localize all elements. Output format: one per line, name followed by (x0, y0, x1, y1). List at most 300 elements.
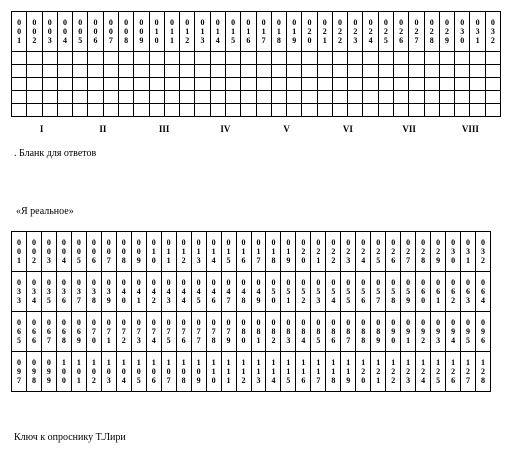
answer-cell[interactable] (256, 52, 271, 65)
answer-cell[interactable] (57, 65, 72, 78)
key-number-cell: 0 5 4 (326, 272, 341, 312)
question-number-cell: 0 0 3 (42, 12, 57, 52)
answer-cell[interactable] (12, 91, 27, 104)
answer-cell[interactable] (149, 78, 164, 91)
answer-cell[interactable] (287, 52, 302, 65)
answer-cell[interactable] (241, 65, 256, 78)
key-number-cell: 0 1 1 (161, 232, 176, 272)
key-number-cell: 0 8 5 (311, 312, 326, 352)
answer-cell[interactable] (378, 91, 393, 104)
answer-cell[interactable] (225, 65, 240, 78)
key-number-cell: 1 0 3 (101, 352, 116, 392)
key-number-cell: 0 1 5 (221, 232, 236, 272)
answer-cell[interactable] (455, 78, 470, 91)
answer-cell[interactable] (118, 104, 133, 117)
answer-cell[interactable] (195, 65, 210, 78)
octant-labels (11, 124, 501, 136)
answer-cell[interactable] (470, 104, 485, 117)
key-number-cell: 0 4 2 (146, 272, 161, 312)
answer-cell[interactable] (378, 104, 393, 117)
answer-cell[interactable] (134, 78, 149, 91)
answer-cell[interactable] (73, 91, 88, 104)
answer-cell[interactable] (271, 78, 286, 91)
answer-cell[interactable] (210, 52, 225, 65)
answer-cell[interactable] (287, 104, 302, 117)
answer-cell[interactable] (302, 91, 317, 104)
answer-cell[interactable] (348, 78, 363, 91)
answer-cell[interactable] (118, 91, 133, 104)
answer-cell[interactable] (118, 78, 133, 91)
answer-cell[interactable] (73, 104, 88, 117)
answer-cell[interactable] (363, 104, 378, 117)
answer-cell[interactable] (149, 91, 164, 104)
key-number-cell: 0 6 1 (431, 272, 446, 312)
key-number-cell: 0 8 9 (371, 312, 386, 352)
key-number-cell: 0 5 2 (296, 272, 311, 312)
answer-cell[interactable] (241, 104, 256, 117)
answer-cell[interactable] (42, 91, 57, 104)
answer-cell[interactable] (271, 91, 286, 104)
answer-cell[interactable] (424, 65, 439, 78)
question-number-cell: 0 2 9 (439, 12, 454, 52)
key-number-cell: 0 9 7 (12, 352, 27, 392)
key-number-cell: 1 1 5 (281, 352, 296, 392)
key-number-cell: 0 4 4 (176, 272, 191, 312)
answer-cell[interactable] (409, 65, 424, 78)
answer-cell[interactable] (302, 52, 317, 65)
answer-cell[interactable] (164, 52, 179, 65)
answer-cell[interactable] (103, 52, 118, 65)
question-number-cell: 0 0 7 (103, 12, 118, 52)
question-number-cell: 0 1 4 (210, 12, 225, 52)
key-number-cell: 0 4 5 (191, 272, 206, 312)
key-number-cell: 0 8 8 (356, 312, 371, 352)
key-number-cell: 0 7 7 (191, 312, 206, 352)
answer-cell[interactable] (12, 104, 27, 117)
question-number-cell: 0 2 7 (409, 12, 424, 52)
answer-cell[interactable] (439, 104, 454, 117)
answer-cell[interactable] (12, 78, 27, 91)
key-number-cell: 0 2 4 (356, 232, 371, 272)
answer-cell[interactable] (348, 65, 363, 78)
answer-cell[interactable] (42, 65, 57, 78)
answer-cell[interactable] (57, 78, 72, 91)
answer-cell[interactable] (287, 65, 302, 78)
key-number-cell: 0 7 0 (86, 312, 101, 352)
key-number-cell: 0 5 5 (341, 272, 356, 312)
key-number-cell: 0 2 9 (431, 232, 446, 272)
key-number-cell: 0 2 1 (311, 232, 326, 272)
answer-cell[interactable] (241, 91, 256, 104)
question-number-cell: 0 0 1 (12, 12, 27, 52)
answer-cell[interactable] (317, 65, 332, 78)
answer-cell[interactable] (348, 104, 363, 117)
key-number-cell: 0 9 5 (461, 312, 476, 352)
answer-cell[interactable] (225, 78, 240, 91)
answer-cell[interactable] (378, 78, 393, 91)
answer-cell[interactable] (210, 91, 225, 104)
key-number-cell: 0 9 1 (401, 312, 416, 352)
answer-cell[interactable] (317, 104, 332, 117)
answer-cell[interactable] (332, 78, 347, 91)
key-number-cell: 0 3 0 (446, 232, 461, 272)
key-number-cell: 0 9 3 (431, 312, 446, 352)
key-number-cell: 0 2 5 (371, 232, 386, 272)
answer-cell[interactable] (241, 52, 256, 65)
key-number-cell: 0 5 8 (386, 272, 401, 312)
key-number-cell: 1 1 4 (266, 352, 281, 392)
answer-cell[interactable] (88, 52, 103, 65)
question-number-cell: 0 2 8 (424, 12, 439, 52)
answer-cell[interactable] (485, 65, 500, 78)
answer-cell[interactable] (241, 78, 256, 91)
answer-cell[interactable] (118, 65, 133, 78)
answer-cell[interactable] (88, 104, 103, 117)
answer-row (12, 78, 501, 91)
key-number-cell: 0 6 5 (12, 312, 27, 352)
key-number-cell: 1 0 0 (56, 352, 71, 392)
question-number-cell: 0 2 6 (394, 12, 409, 52)
answer-sheet-header-row (12, 12, 501, 52)
key-number-cell: 0 9 0 (386, 312, 401, 352)
key-number-cell: 0 8 2 (266, 312, 281, 352)
question-number-cell: 0 1 1 (164, 12, 179, 52)
answer-cell[interactable] (439, 65, 454, 78)
key-number-cell: 0 2 2 (326, 232, 341, 272)
answer-cell[interactable] (134, 65, 149, 78)
answer-cell[interactable] (180, 91, 195, 104)
answer-cell[interactable] (439, 52, 454, 65)
answer-cell[interactable] (164, 104, 179, 117)
key-number-cell: 0 3 7 (71, 272, 86, 312)
question-number-cell: 0 0 2 (27, 12, 42, 52)
key-number-cell: 0 8 1 (251, 312, 266, 352)
key-number-cell: 1 0 9 (191, 352, 206, 392)
answer-cell[interactable] (42, 104, 57, 117)
answer-cell[interactable] (88, 91, 103, 104)
key-number-cell: 1 1 7 (311, 352, 326, 392)
question-number-cell: 0 3 0 (455, 12, 470, 52)
key-number-cell: 1 0 6 (146, 352, 161, 392)
key-number-cell: 0 0 7 (101, 232, 116, 272)
key-number-cell: 1 1 0 (206, 352, 221, 392)
answer-cell[interactable] (118, 52, 133, 65)
answer-sheet-caption: . Бланк для ответов (14, 148, 97, 159)
answer-cell[interactable] (332, 52, 347, 65)
answer-cell[interactable] (134, 104, 149, 117)
answer-cell[interactable] (256, 91, 271, 104)
question-number-cell: 0 1 3 (195, 12, 210, 52)
key-number-cell: 0 8 3 (281, 312, 296, 352)
key-number-cell: 0 8 6 (326, 312, 341, 352)
answer-cell[interactable] (27, 52, 42, 65)
answer-cell[interactable] (27, 91, 42, 104)
key-number-cell: 1 2 0 (356, 352, 371, 392)
key-number-cell: 0 1 0 (146, 232, 161, 272)
answer-cell[interactable] (424, 52, 439, 65)
answer-cell[interactable] (409, 91, 424, 104)
octant-label: V (283, 124, 290, 134)
answer-cell[interactable] (180, 78, 195, 91)
answer-cell[interactable] (12, 52, 27, 65)
answer-cell[interactable] (348, 52, 363, 65)
key-number-cell: 1 0 4 (116, 352, 131, 392)
key-number-cell: 0 5 1 (281, 272, 296, 312)
key-number-cell: 0 3 3 (12, 272, 27, 312)
answer-cell[interactable] (149, 104, 164, 117)
key-number-cell: 0 7 6 (176, 312, 191, 352)
key-number-cell: 0 2 6 (386, 232, 401, 272)
answer-cell[interactable] (485, 104, 500, 117)
key-row (12, 232, 491, 272)
key-number-cell: 0 0 1 (12, 232, 27, 272)
answer-cell[interactable] (409, 104, 424, 117)
answer-cell[interactable] (332, 65, 347, 78)
answer-cell[interactable] (409, 52, 424, 65)
answer-cell[interactable] (317, 91, 332, 104)
key-number-cell: 0 0 2 (26, 232, 41, 272)
question-number-cell: 0 1 6 (241, 12, 256, 52)
answer-cell[interactable] (317, 52, 332, 65)
key-number-cell: 0 7 4 (146, 312, 161, 352)
answer-cell[interactable] (27, 78, 42, 91)
answer-cell[interactable] (470, 52, 485, 65)
key-number-cell: 0 2 8 (416, 232, 431, 272)
answer-cell[interactable] (409, 78, 424, 91)
answer-row (12, 65, 501, 78)
answer-cell[interactable] (225, 104, 240, 117)
key-number-cell: 1 2 8 (476, 352, 491, 392)
answer-cell[interactable] (455, 104, 470, 117)
key-number-cell: 0 5 3 (311, 272, 326, 312)
key-number-cell: 0 5 0 (266, 272, 281, 312)
key-number-cell: 0 7 8 (206, 312, 221, 352)
question-number-cell: 0 2 3 (348, 12, 363, 52)
answer-cell[interactable] (164, 65, 179, 78)
answer-cell[interactable] (195, 52, 210, 65)
answer-cell[interactable] (271, 65, 286, 78)
key-caption: Ключ к опроснику Т.Лири (14, 432, 126, 443)
answer-cell[interactable] (302, 104, 317, 117)
answer-cell[interactable] (455, 52, 470, 65)
key-number-cell: 1 2 5 (431, 352, 446, 392)
key-number-cell: 0 9 9 (41, 352, 56, 392)
answer-cell[interactable] (42, 52, 57, 65)
answer-cell[interactable] (470, 91, 485, 104)
octant-label: VI (342, 124, 353, 134)
question-number-cell: 0 0 8 (118, 12, 133, 52)
answer-cell[interactable] (424, 78, 439, 91)
key-number-cell: 0 0 4 (56, 232, 71, 272)
answer-cell[interactable] (180, 104, 195, 117)
answer-cell[interactable] (394, 52, 409, 65)
key-number-cell: 0 4 3 (161, 272, 176, 312)
answer-cell[interactable] (134, 52, 149, 65)
answer-cell[interactable] (485, 52, 500, 65)
answer-cell[interactable] (485, 78, 500, 91)
question-number-cell: 0 0 9 (134, 12, 149, 52)
key-number-cell: 0 3 6 (56, 272, 71, 312)
octant-label: III (158, 124, 170, 134)
question-number-cell: 0 1 7 (256, 12, 271, 52)
answer-cell[interactable] (103, 65, 118, 78)
key-number-cell: 1 2 3 (401, 352, 416, 392)
answer-cell[interactable] (210, 78, 225, 91)
answer-cell[interactable] (225, 52, 240, 65)
answer-cell[interactable] (394, 65, 409, 78)
answer-cell[interactable] (287, 91, 302, 104)
answer-cell[interactable] (424, 104, 439, 117)
answer-cell[interactable] (195, 104, 210, 117)
answer-cell[interactable] (439, 78, 454, 91)
answer-sheet-table (11, 11, 501, 117)
answer-cell[interactable] (485, 91, 500, 104)
answer-cell[interactable] (455, 65, 470, 78)
answer-cell[interactable] (455, 91, 470, 104)
answer-cell[interactable] (256, 65, 271, 78)
answer-cell[interactable] (73, 52, 88, 65)
key-number-cell: 1 2 6 (446, 352, 461, 392)
answer-cell[interactable] (180, 52, 195, 65)
key-number-cell: 0 8 0 (236, 312, 251, 352)
question-number-cell: 0 2 1 (317, 12, 332, 52)
answer-cell[interactable] (302, 78, 317, 91)
answer-cell[interactable] (394, 104, 409, 117)
question-number-cell: 0 1 2 (180, 12, 195, 52)
answer-cell[interactable] (287, 78, 302, 91)
answer-cell[interactable] (88, 65, 103, 78)
answer-cell[interactable] (210, 65, 225, 78)
answer-cell[interactable] (88, 78, 103, 91)
key-number-cell: 0 0 3 (41, 232, 56, 272)
answer-cell[interactable] (470, 78, 485, 91)
answer-cell[interactable] (73, 65, 88, 78)
answer-cell[interactable] (195, 91, 210, 104)
question-number-cell: 0 2 2 (332, 12, 347, 52)
question-number-cell: 0 2 5 (378, 12, 393, 52)
key-number-cell: 0 9 6 (476, 312, 491, 352)
key-number-cell: 0 1 9 (281, 232, 296, 272)
key-number-cell: 0 5 9 (401, 272, 416, 312)
answer-cell[interactable] (332, 104, 347, 117)
key-number-cell: 1 0 7 (161, 352, 176, 392)
answer-row (12, 91, 501, 104)
answer-cell[interactable] (439, 91, 454, 104)
question-number-cell: 0 1 5 (225, 12, 240, 52)
answer-row (12, 52, 501, 65)
key-number-cell: 0 3 5 (41, 272, 56, 312)
key-number-cell: 0 7 3 (131, 312, 146, 352)
key-number-cell: 0 3 1 (461, 232, 476, 272)
answer-cell[interactable] (256, 78, 271, 91)
answer-cell[interactable] (12, 65, 27, 78)
answer-cell[interactable] (27, 104, 42, 117)
key-row (12, 352, 491, 392)
key-number-cell: 0 2 3 (341, 232, 356, 272)
answer-cell[interactable] (256, 104, 271, 117)
key-number-cell: 0 4 0 (116, 272, 131, 312)
answer-cell[interactable] (470, 65, 485, 78)
answer-cell[interactable] (73, 78, 88, 91)
answer-cell[interactable] (27, 65, 42, 78)
answer-cell[interactable] (332, 91, 347, 104)
key-number-cell: 1 2 7 (461, 352, 476, 392)
key-number-cell: 0 4 7 (221, 272, 236, 312)
question-number-cell: 0 3 1 (470, 12, 485, 52)
key-number-cell: 0 2 7 (401, 232, 416, 272)
octant-label: II (99, 124, 107, 134)
answer-cell[interactable] (378, 65, 393, 78)
key-number-cell: 1 0 5 (131, 352, 146, 392)
answer-cell[interactable] (348, 91, 363, 104)
answer-cell[interactable] (424, 91, 439, 104)
answer-cell[interactable] (271, 52, 286, 65)
key-number-cell: 0 0 9 (131, 232, 146, 272)
answer-cell[interactable] (103, 104, 118, 117)
answer-cell[interactable] (103, 91, 118, 104)
key-number-cell: 0 9 8 (26, 352, 41, 392)
key-number-cell: 1 0 1 (71, 352, 86, 392)
key-number-cell: 0 9 4 (446, 312, 461, 352)
answer-cell[interactable] (57, 91, 72, 104)
answer-cell[interactable] (195, 78, 210, 91)
key-number-cell: 1 2 2 (386, 352, 401, 392)
answer-cell[interactable] (164, 78, 179, 91)
question-number-cell: 0 0 5 (73, 12, 88, 52)
answer-cell[interactable] (57, 104, 72, 117)
key-number-cell: 0 6 2 (446, 272, 461, 312)
key-number-cell: 0 6 0 (416, 272, 431, 312)
answer-cell[interactable] (363, 91, 378, 104)
answer-cell[interactable] (103, 78, 118, 91)
key-number-cell: 0 6 8 (56, 312, 71, 352)
answer-cell[interactable] (317, 78, 332, 91)
answer-cell[interactable] (271, 104, 286, 117)
key-table (11, 231, 491, 392)
key-number-cell: 0 8 4 (296, 312, 311, 352)
question-number-cell: 0 0 4 (57, 12, 72, 52)
answer-cell[interactable] (363, 78, 378, 91)
answer-cell[interactable] (57, 52, 72, 65)
answer-cell[interactable] (363, 52, 378, 65)
key-number-cell: 0 0 8 (116, 232, 131, 272)
answer-cell[interactable] (134, 91, 149, 104)
question-number-cell: 0 2 0 (302, 12, 317, 52)
answer-cell[interactable] (378, 52, 393, 65)
answer-cell[interactable] (363, 65, 378, 78)
key-number-cell: 0 3 4 (26, 272, 41, 312)
question-number-cell: 0 1 0 (149, 12, 164, 52)
answer-cell[interactable] (149, 65, 164, 78)
answer-cell[interactable] (302, 65, 317, 78)
key-number-cell: 0 7 5 (161, 312, 176, 352)
answer-cell[interactable] (42, 78, 57, 91)
key-number-cell: 1 2 1 (371, 352, 386, 392)
answer-cell[interactable] (149, 52, 164, 65)
key-number-cell: 0 7 9 (221, 312, 236, 352)
key-number-cell: 1 1 3 (251, 352, 266, 392)
answer-cell[interactable] (164, 91, 179, 104)
key-number-cell: 1 1 9 (341, 352, 356, 392)
answer-cell[interactable] (394, 91, 409, 104)
key-number-cell: 0 4 1 (131, 272, 146, 312)
key-number-cell: 0 6 3 (461, 272, 476, 312)
answer-cell[interactable] (180, 65, 195, 78)
answer-cell[interactable] (394, 78, 409, 91)
answer-cell[interactable] (210, 104, 225, 117)
answer-cell[interactable] (225, 91, 240, 104)
key-row (12, 272, 491, 312)
